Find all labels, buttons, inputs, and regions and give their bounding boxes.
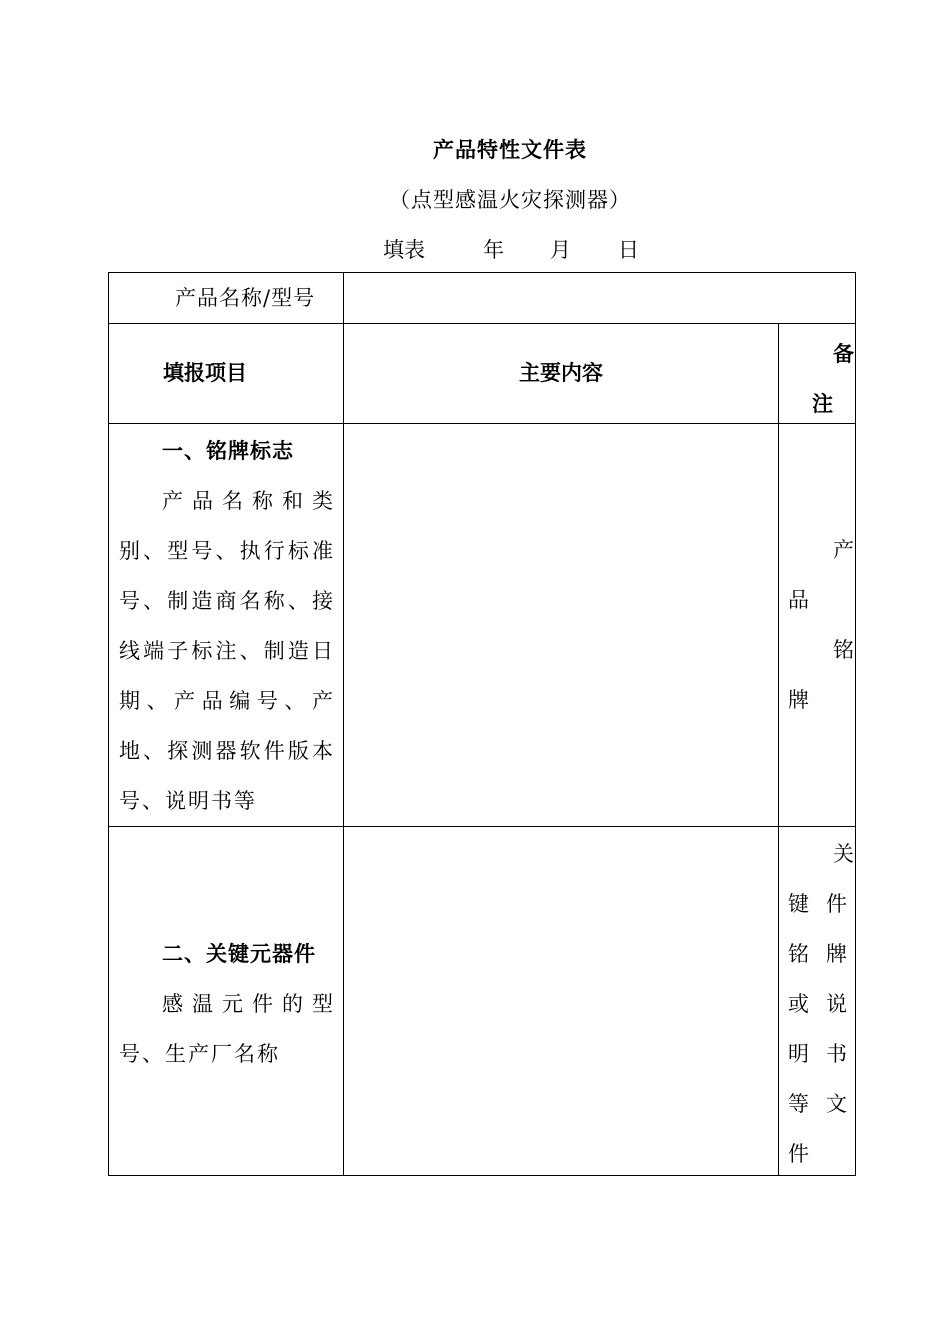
section-content-cell[interactable]: [344, 424, 779, 827]
note-char: 牌: [826, 942, 847, 966]
fill-label: 填表: [383, 238, 425, 262]
section-title: 二、关键元器件: [162, 942, 316, 966]
note-char: 键: [788, 892, 809, 916]
section-description: 感温元件的型号、生产厂名称: [119, 992, 335, 1066]
product-name-input-cell[interactable]: [344, 273, 856, 324]
section-row-nameplate: [109, 424, 856, 827]
header-content-label: 主要内容: [519, 361, 603, 385]
month-label: 月: [550, 238, 571, 262]
note-char: 等: [788, 1092, 809, 1116]
year-label: 年: [483, 238, 504, 262]
page-subtitle: （点型感温火灾探测器）: [389, 188, 631, 212]
section-content-cell[interactable]: [344, 827, 779, 1176]
page-title: 产品特性文件表: [433, 138, 587, 162]
note-char: 说: [826, 992, 847, 1016]
product-characteristics-table: [108, 272, 856, 1176]
note-char: 关: [833, 842, 854, 866]
note-char: 文: [826, 1092, 847, 1116]
header-item-cell: [109, 324, 344, 424]
note-char: 件: [826, 892, 847, 916]
section-item-cell: [109, 424, 344, 827]
header-content-cell: [344, 324, 779, 424]
section-description: 产品名称和类别、型号、执行标准号、制造商名称、接线端子标注、制造日期、产品编号、产地、探测器软件版本号、说明书等: [119, 489, 335, 813]
note-char: 明: [788, 1042, 809, 1066]
header-item-label: 填报项目: [163, 361, 247, 385]
product-name-label-cell: [109, 273, 344, 324]
day-label: 日: [618, 238, 639, 262]
header-note-char-1: 备: [833, 342, 854, 366]
note-char: 件: [788, 1142, 809, 1166]
note-char: 铭: [788, 942, 809, 966]
note-char: 品: [788, 588, 809, 612]
note-char: 产: [833, 538, 854, 562]
product-name-label: 产品名称/型号: [175, 286, 316, 310]
section-note-cell: [779, 827, 856, 1176]
header-note-char-2: 注: [812, 392, 833, 416]
note-char: 或: [788, 992, 809, 1016]
section-note-cell: [779, 424, 856, 827]
section-row-key-components: [109, 827, 856, 1176]
note-char: 书: [826, 1042, 847, 1066]
header-row: [109, 324, 856, 424]
section-item-cell: [109, 827, 344, 1176]
note-char: 牌: [788, 688, 809, 712]
product-name-row: [109, 273, 856, 324]
header-note-cell: [779, 324, 856, 424]
section-title: 一、铭牌标志: [162, 439, 294, 463]
note-char: 铭: [833, 638, 854, 662]
